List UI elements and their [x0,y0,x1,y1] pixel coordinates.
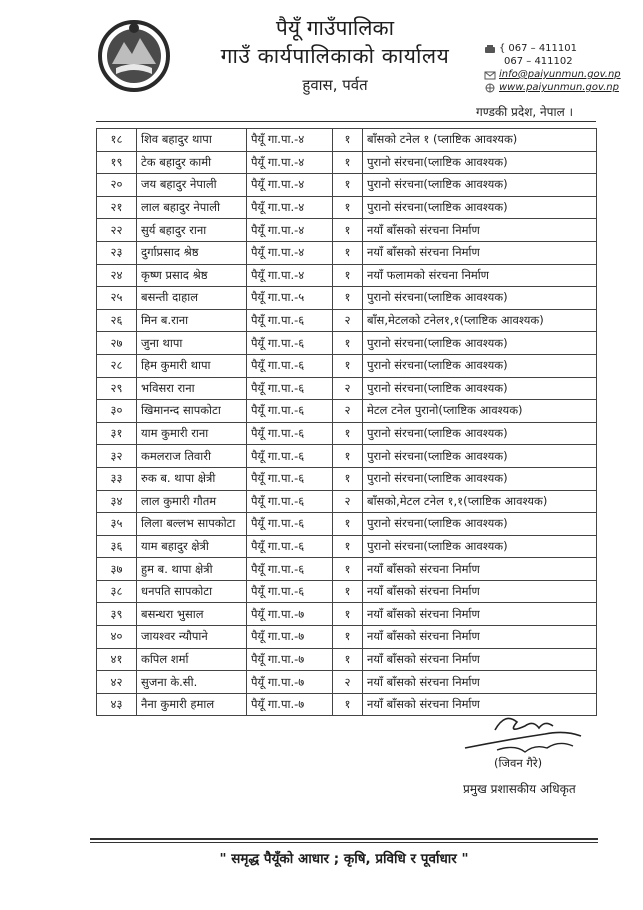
serial-number-cell: २५ [97,287,137,310]
table-row [97,174,597,197]
ward-cell: पैयूँ गा.पा.-६ [247,332,333,355]
nepal-emblem-logo [96,16,172,94]
footer-divider-thin [90,842,598,843]
table-row [97,400,597,423]
serial-number-cell: ३६ [97,535,137,558]
ward-cell: पैयूँ गा.पा.-६ [247,400,333,423]
structure-description-cell: पुरानो संरचना(प्लाष्टिक आवश्यक) [363,151,597,174]
table-row [97,151,597,174]
structure-description-cell: पुरानो संरचना(प्लाष्टिक आवश्यक) [363,174,597,197]
structure-description-cell: पुरानो संरचना(प्लाष्टिक आवश्यक) [363,332,597,355]
serial-number-cell: ३७ [97,558,137,581]
beneficiary-name-cell: सुजना के.सी. [137,671,247,694]
ward-cell: पैयूँ गा.पा.-५ [247,287,333,310]
quantity-cell: २ [333,377,363,400]
table-row [97,467,597,490]
serial-number-cell: ३३ [97,467,137,490]
phone-row: { 067 – 411101 [484,42,621,55]
footer-divider [90,838,598,840]
structure-description-cell: पुरानो संरचना(प्लाष्टिक आवश्यक) [363,377,597,400]
beneficiary-name-cell: सुर्य बहादुर राना [137,219,247,242]
serial-number-cell: ३८ [97,580,137,603]
quantity-cell: १ [333,467,363,490]
quantity-cell: १ [333,422,363,445]
serial-number-cell: २२ [97,219,137,242]
ward-cell: पैयूँ गा.पा.-४ [247,241,333,264]
beneficiary-name-cell: लिला बल्लभ सापकोटा [137,513,247,536]
signatory-title: प्रमुख प्रशासकीय अधिकृत [463,782,576,796]
structure-description-cell: पुरानो संरचना(प्लाष्टिक आवश्यक) [363,535,597,558]
table-row [97,535,597,558]
serial-number-cell: २४ [97,264,137,287]
ward-cell: पैयूँ गा.पा.-६ [247,445,333,468]
table-row [97,332,597,355]
serial-number-cell: ४३ [97,693,137,716]
ward-cell: पैयूँ गा.पा.-६ [247,535,333,558]
table-row [97,241,597,264]
quantity-cell: १ [333,196,363,219]
table-row [97,648,597,671]
quantity-cell: २ [333,671,363,694]
ward-cell: पैयूँ गा.पा.-६ [247,580,333,603]
serial-number-cell: ३५ [97,513,137,536]
email-row [484,68,621,81]
table-row [97,580,597,603]
beneficiary-name-cell: बसन्ती दाहाल [137,287,247,310]
ward-cell: पैयूँ गा.पा.-६ [247,377,333,400]
table-row [97,354,597,377]
serial-number-cell: २३ [97,241,137,264]
beneficiary-name-cell: बसन्धरा भुसाल [137,603,247,626]
serial-number-cell: ३० [97,400,137,423]
table-row [97,513,597,536]
ward-cell: पैयूँ गा.पा.-४ [247,174,333,197]
quantity-cell: १ [333,693,363,716]
serial-number-cell: ४० [97,626,137,649]
serial-number-cell: ४१ [97,648,137,671]
ward-cell: पैयूँ गा.पा.-६ [247,513,333,536]
structure-description-cell: पुरानो संरचना(प्लाष्टिक आवश्यक) [363,354,597,377]
ward-cell: पैयूँ गा.पा.-७ [247,626,333,649]
ward-cell: पैयूँ गा.पा.-६ [247,490,333,513]
quantity-cell: १ [333,445,363,468]
structure-description-cell: मेटल टनेल पुरानो(प्लाष्टिक आवश्यक) [363,400,597,423]
beneficiary-name-cell: कपिल शर्मा [137,648,247,671]
beneficiary-name-cell: टेक बहादुर कामी [137,151,247,174]
table-row [97,422,597,445]
beneficiary-name-cell: शिव बहादुर थापा [137,129,247,152]
structure-description-cell: पुरानो संरचना(प्लाष्टिक आवश्यक) [363,445,597,468]
serial-number-cell: २० [97,174,137,197]
ward-cell: पैयूँ गा.पा.-७ [247,693,333,716]
beneficiary-name-cell: कमलराज तिवारी [137,445,247,468]
ward-cell: पैयूँ गा.पा.-४ [247,264,333,287]
table-row [97,671,597,694]
beneficiary-name-cell: धनपति सापकोटा [137,580,247,603]
beneficiary-name-cell: भविसरा राना [137,377,247,400]
table-row [97,626,597,649]
quantity-cell: १ [333,354,363,377]
quantity-cell: १ [333,174,363,197]
phone-number-1: 067 – 411101 [508,43,577,54]
table-row [97,309,597,332]
ward-cell: पैयूँ गा.पा.-६ [247,558,333,581]
quantity-cell: १ [333,580,363,603]
contact-block [484,42,621,94]
table-row [97,445,597,468]
table-row [97,287,597,310]
structure-description-cell: नयाँ बाँसको संरचना निर्माण [363,558,597,581]
beneficiary-name-cell: हुम ब. थापा क्षेत्री [137,558,247,581]
serial-number-cell: ३२ [97,445,137,468]
structure-description-cell: नयाँ बाँसको संरचना निर्माण [363,241,597,264]
signatory-name: (जिवन गैरे) [494,756,543,770]
ward-cell: पैयूँ गा.पा.-६ [247,422,333,445]
table-row [97,603,597,626]
table-row [97,490,597,513]
structure-description-cell: बाँस,मेटलको टनेल१,१(प्लाष्टिक आवश्यक) [363,309,597,332]
structure-description-cell: नयाँ फलामको संरचना निर्माण [363,264,597,287]
header-divider [96,121,596,122]
quantity-cell: १ [333,129,363,152]
beneficiary-name-cell: याम बहादुर क्षेत्री [137,535,247,558]
table-row [97,129,597,152]
ward-cell: पैयूँ गा.पा.-७ [247,648,333,671]
beneficiary-name-cell: हिम कुमारी थापा [137,354,247,377]
globe-icon [484,83,496,93]
quantity-cell: १ [333,535,363,558]
ward-cell: पैयूँ गा.पा.-४ [247,196,333,219]
ward-cell: पैयूँ गा.पा.-६ [247,354,333,377]
serial-number-cell: ३१ [97,422,137,445]
structure-description-cell: पुरानो संरचना(प्लाष्टिक आवश्यक) [363,196,597,219]
quantity-cell: १ [333,219,363,242]
quantity-cell: १ [333,513,363,536]
beneficiary-name-cell: लाल कुमारी गौतम [137,490,247,513]
structure-description-cell: नयाँ बाँसको संरचना निर्माण [363,219,597,242]
quantity-cell: १ [333,264,363,287]
ward-cell: पैयूँ गा.पा.-६ [247,467,333,490]
beneficiary-name-cell: लाल बहादुर नेपाली [137,196,247,219]
table-row [97,377,597,400]
beneficiary-name-cell: खिमानन्द सापकोटा [137,400,247,423]
quantity-cell: २ [333,309,363,332]
structure-description-cell: पुरानो संरचना(प्लाष्टिक आवश्यक) [363,513,597,536]
mail-icon [484,70,496,80]
structure-description-cell: नयाँ बाँसको संरचना निर्माण [363,603,597,626]
serial-number-cell: १९ [97,151,137,174]
table-body [97,129,597,716]
structure-description-cell: नयाँ बाँसको संरचना निर्माण [363,626,597,649]
phone-icon [484,44,496,54]
ward-cell: पैयूँ गा.पा.-४ [247,129,333,152]
office-subtitle: गाउँ कार्यपालिकाको कार्यालय [220,44,450,68]
beneficiary-name-cell: जुना थापा [137,332,247,355]
ward-cell: पैयूँ गा.पा.-४ [247,219,333,242]
serial-number-cell: २८ [97,354,137,377]
serial-number-cell: ४२ [97,671,137,694]
structure-description-cell: पुरानो संरचना(प्लाष्टिक आवश्यक) [363,467,597,490]
quantity-cell: १ [333,558,363,581]
structure-description-cell: बाँसको टनेल १ (प्लाष्टिक आवश्यक) [363,129,597,152]
structure-description-cell: नयाँ बाँसको संरचना निर्माण [363,648,597,671]
serial-number-cell: ३९ [97,603,137,626]
structure-description-cell: नयाँ बाँसको संरचना निर्माण [363,580,597,603]
office-location: हुवास, पर्वत [302,76,368,94]
serial-number-cell: २१ [97,196,137,219]
serial-number-cell: २९ [97,377,137,400]
beneficiary-name-cell: रुक ब. थापा क्षेत्री [137,467,247,490]
ward-cell: पैयूँ गा.पा.-६ [247,309,333,332]
quantity-cell: १ [333,151,363,174]
beneficiary-name-cell: नैना कुमारी हमाल [137,693,247,716]
ward-cell: पैयूँ गा.पा.-७ [247,671,333,694]
beneficiary-name-cell: कृष्ण प्रसाद श्रेष्ठ [137,264,247,287]
quantity-cell: २ [333,400,363,423]
website-row [484,81,621,94]
quantity-cell: १ [333,287,363,310]
table-row [97,219,597,242]
office-name: पैयूँ गाउँपालिका [275,16,395,40]
structure-description-cell: नयाँ बाँसको संरचना निर्माण [363,693,597,716]
structure-description-cell: नयाँ बाँसको संरचना निर्माण [363,671,597,694]
quantity-cell: १ [333,603,363,626]
beneficiary-name-cell: दुर्गाप्रसाद श्रेष्ठ [137,241,247,264]
beneficiary-name-cell: जायश्वर न्यौपाने [137,626,247,649]
structure-description-cell: पुरानो संरचना(प्लाष्टिक आवश्यक) [363,422,597,445]
structure-description-cell: बाँसको,मेटल टनेल १,१(प्लाष्टिक आवश्यक) [363,490,597,513]
beneficiary-table [96,128,597,716]
beneficiary-name-cell: जय बहादुर नेपाली [137,174,247,197]
quantity-cell: २ [333,490,363,513]
phone-number-2: 067 – 411102 [504,56,573,67]
serial-number-cell: २७ [97,332,137,355]
serial-number-cell: ३४ [97,490,137,513]
beneficiary-name-cell: याम कुमारी राना [137,422,247,445]
ward-cell: पैयूँ गा.पा.-७ [247,603,333,626]
table-row [97,196,597,219]
quantity-cell: १ [333,626,363,649]
website-link[interactable]: www.paiyunmun.gov.np [499,82,619,93]
province-label: गण्डकी प्रदेश, नेपाल । [476,105,574,119]
quantity-cell: १ [333,648,363,671]
structure-description-cell: पुरानो संरचना(प्लाष्टिक आवश्यक) [363,287,597,310]
phone-row-2 [484,55,621,68]
table-row [97,558,597,581]
serial-number-cell: १८ [97,129,137,152]
ward-cell: पैयूँ गा.पा.-४ [247,151,333,174]
email-link[interactable]: info@paiyunmun.gov.np [499,69,621,80]
quantity-cell: १ [333,241,363,264]
serial-number-cell: २६ [97,309,137,332]
beneficiary-name-cell: मिन ब.राना [137,309,247,332]
table-row [97,264,597,287]
quantity-cell: १ [333,332,363,355]
footer-slogan: " समृद्ध पैयूँको आधार ; कृषि, प्रविधि र पूर्वाधार " [219,851,469,867]
